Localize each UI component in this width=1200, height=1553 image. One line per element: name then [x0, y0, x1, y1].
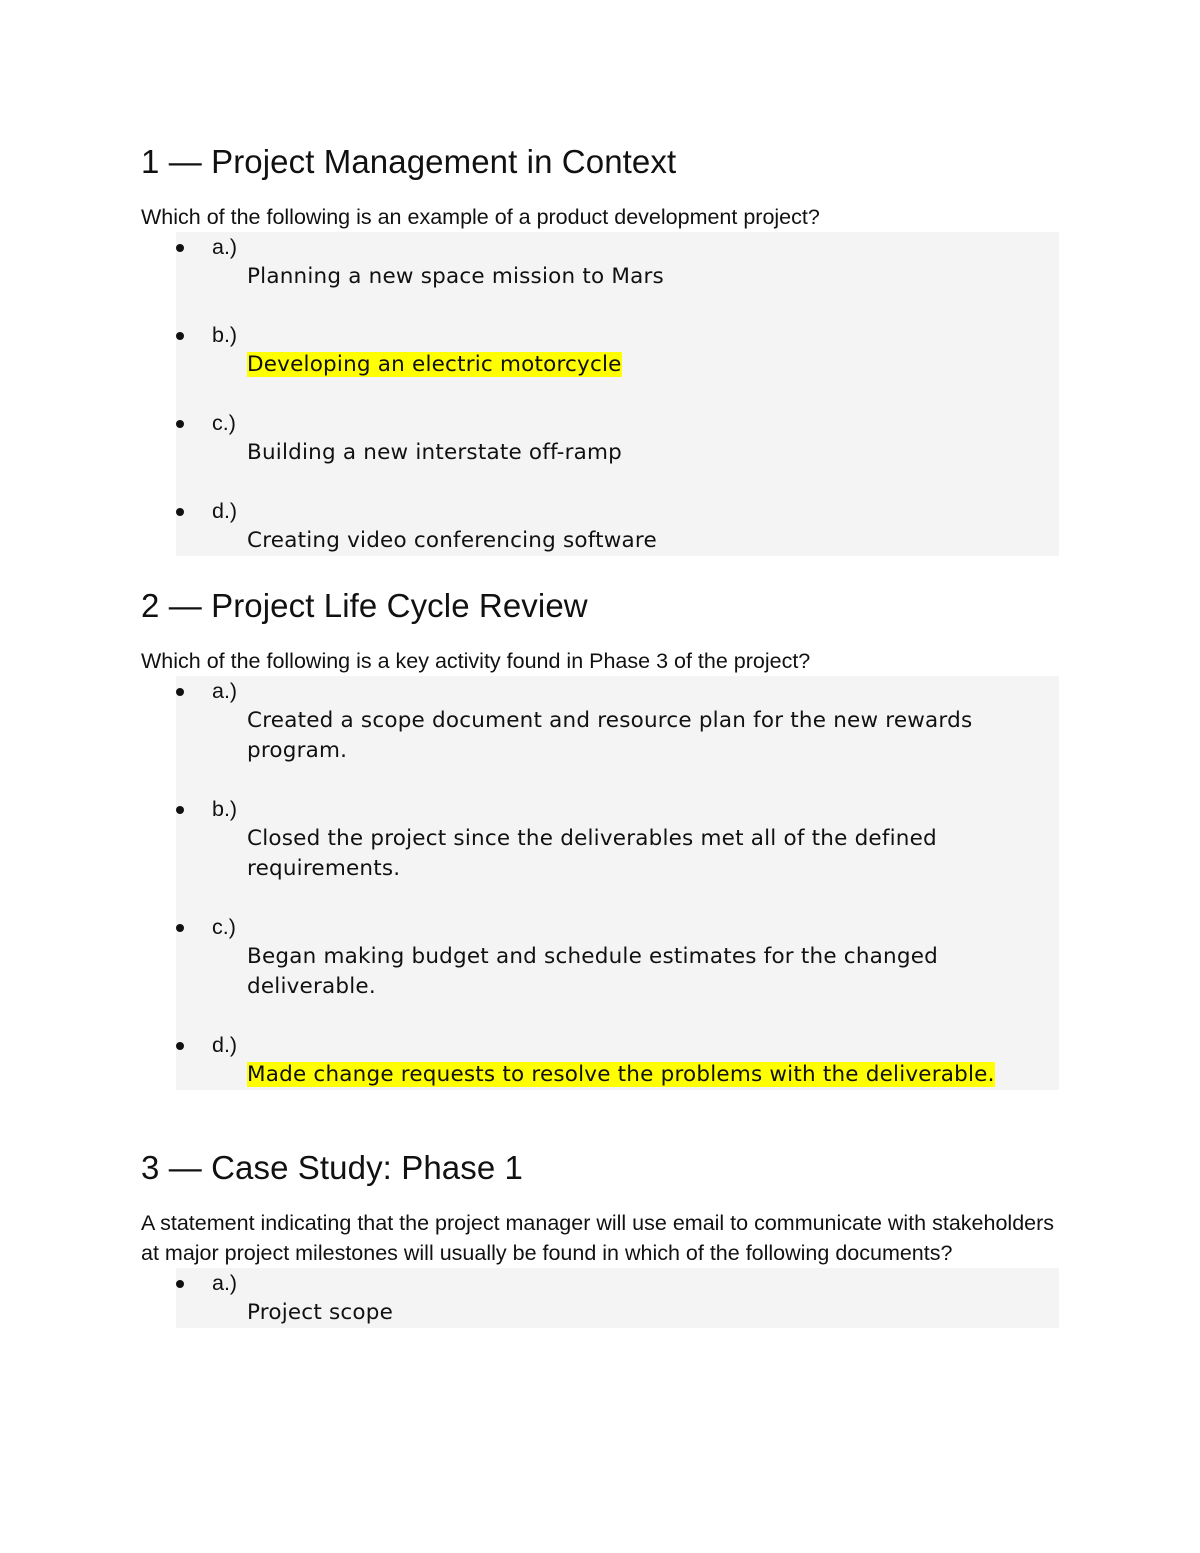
option-letter: a.) — [212, 235, 238, 259]
bullet-icon — [176, 332, 184, 340]
answer-option-c — [176, 408, 1059, 496]
option-text: Planning a new space mission to Mars — [247, 264, 664, 289]
answer-option-d — [176, 496, 1059, 556]
answer-option-a — [176, 232, 1059, 320]
section-title: 3 — Case Study: Phase 1 — [141, 1149, 524, 1186]
bullet-icon — [176, 806, 184, 814]
option-letter: b.) — [212, 323, 238, 347]
option-text: Project scope — [247, 1300, 394, 1325]
section-title: 1 — Project Management in Context — [141, 143, 677, 180]
option-letter: b.) — [212, 797, 238, 821]
answer-option-a — [176, 676, 1059, 794]
bullet-icon — [176, 508, 184, 516]
question-text: Which of the following is an example of a product development project? — [141, 205, 820, 229]
option-letter: d.) — [212, 1033, 238, 1057]
bullet-icon — [176, 924, 184, 932]
option-letter: c.) — [212, 915, 236, 939]
option-text: Closed the project since the deliverables met all of the defined requirements. — [247, 826, 937, 881]
option-text: Began making budget and schedule estimates for the changed deliverable. — [247, 944, 938, 999]
answer-option-b — [176, 320, 1059, 408]
answer-option-c — [176, 912, 1059, 1030]
option-text: Creating video conferencing software — [247, 528, 657, 553]
bullet-icon — [176, 244, 184, 252]
quiz-section-1 — [141, 142, 1061, 556]
option-letter: a.) — [212, 679, 238, 703]
answer-options — [141, 676, 1061, 1090]
answer-option-a — [176, 1268, 1059, 1328]
question-text: Which of the following is a key activity found in Phase 3 of the project? — [141, 649, 811, 673]
option-letter: d.) — [212, 499, 238, 523]
bullet-icon — [176, 1042, 184, 1050]
option-text-highlighted: Developing an electric motorcycle — [247, 352, 622, 377]
option-text: Building a new interstate off-ramp — [247, 440, 623, 465]
option-text: Created a scope document and resource plan for the new rewards program. — [247, 708, 973, 763]
quiz-section-2 — [141, 586, 1061, 1090]
answer-options — [141, 232, 1061, 556]
answer-option-b — [176, 794, 1059, 912]
option-text-highlighted: Made change requests to resolve the problems with the deliverable. — [247, 1062, 995, 1087]
question-text: A statement indicating that the project manager will use email to communicate with stakeholders at major project milestones will usually be found in which of the following documents? — [141, 1211, 1055, 1265]
bullet-icon — [176, 688, 184, 696]
section-title: 2 — Project Life Cycle Review — [141, 587, 588, 624]
quiz-section-3 — [141, 1148, 1061, 1328]
bullet-icon — [176, 420, 184, 428]
option-letter: c.) — [212, 411, 236, 435]
answer-option-d — [176, 1030, 1059, 1090]
bullet-icon — [176, 1280, 184, 1288]
answer-options — [141, 1268, 1061, 1328]
option-letter: a.) — [212, 1271, 238, 1295]
